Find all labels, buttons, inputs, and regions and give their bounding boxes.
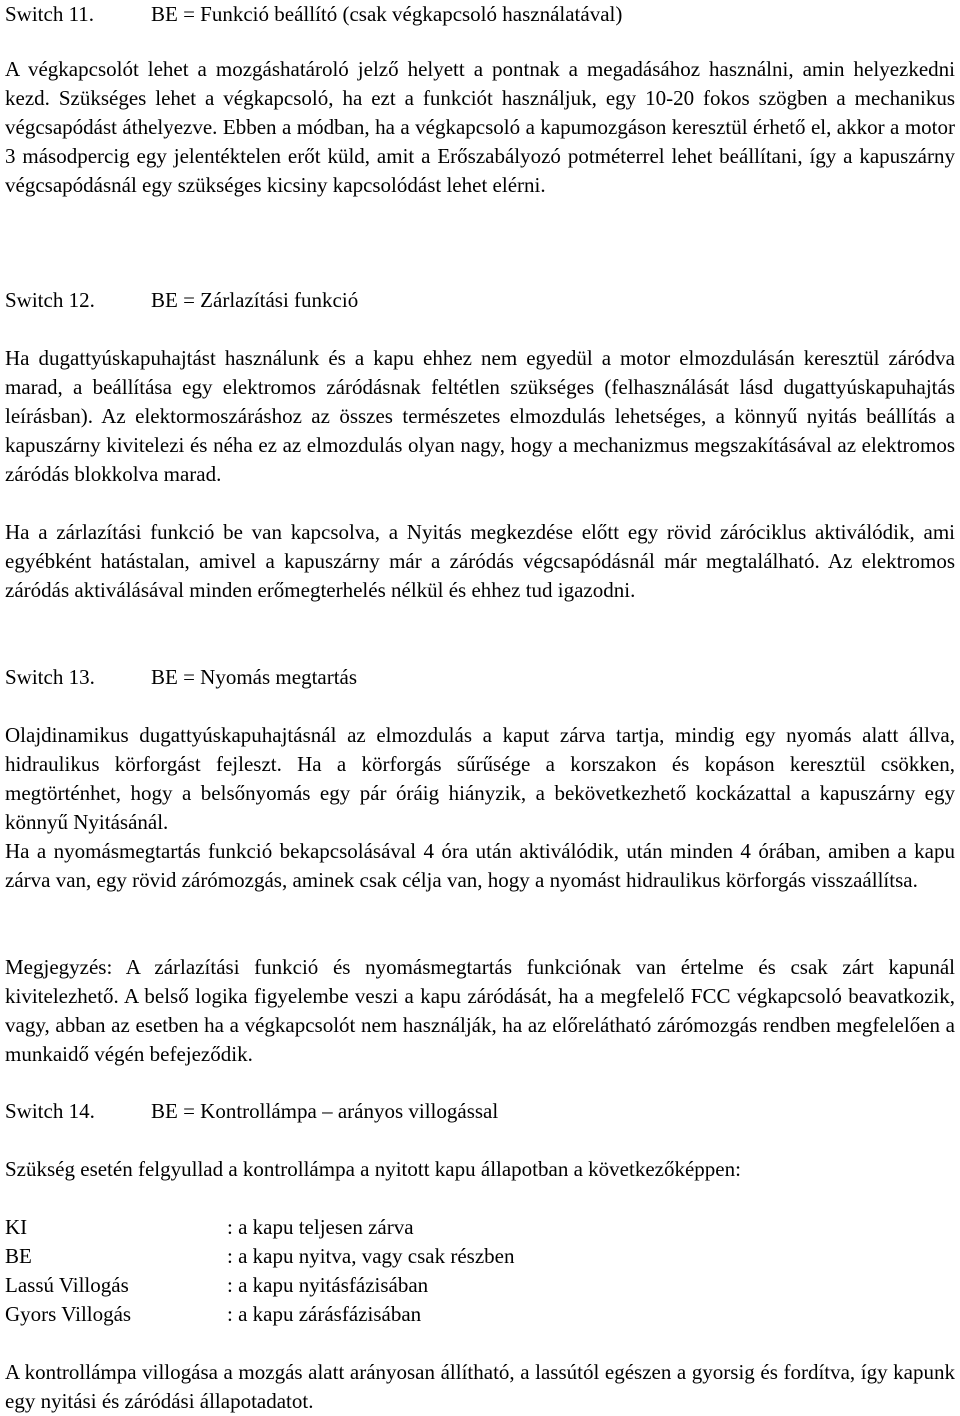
switch-14-title: BE = Kontrollámpa – arányos villogással [151,1099,499,1123]
status-label: BE [5,1244,32,1268]
switch-13-heading [5,663,955,692]
switch-14-number: Switch 14. [5,1099,95,1123]
note-paragraph: Megjegyzés: A zárlazítási funkció és nyomásmegtartás funkciónak van értelme és csak zárt kapunál kivitelezhető. A belső logika figyelembe veszi a kapu záródását, ha a megfelelő FCC végkapcsoló beavatkozik, vagy, abban az esetben ha a végkapcsolót nem használják, ha az előrelátható zárómozgás rendben megfelelően a munkaidő végén befejeződik. [5,955,955,1066]
status-label: KI [5,1215,28,1239]
switch-13-paragraph-2: Ha a nyomásmegtartás funkció bekapcsolásával 4 óra után aktiválódik, után minden 4 órában, amiben a kapu zárva van, egy rövid zárómozgás, aminek csak célja van, hogy a nyomást hidraulikus körforgás visszaállítsa. [5,839,955,892]
switch-11-number: Switch 11. [5,2,95,26]
status-description: : a kapu nyitva, vagy csak részben [227,1244,515,1268]
switch-13-title: BE = Nyomás megtartás [151,665,358,689]
status-label: Gyors Villogás [5,1302,132,1326]
switch-12-number: Switch 12. [5,288,95,312]
switch-14-intro: Szükség esetén felgyullad a kontrollámpa a nyitott kapu állapotban a következőképpen: [5,1157,741,1181]
switch-11-paragraph: A végkapcsolót lehet a mozgáshatároló jelző helyett a pontnak a megadásához használni, amin helyezkedni kezd. Szükséges lehet a végkapcsoló, ha ezt a funkciót használjuk, egy 10-20 fokos szögben a mechanikus végcsapódást áthelyezve. Ebben a módban, ha a végkapcsoló a kapumozgáson keresztül érhető el, akkor a motor 3 másodpercig egy jelentéktelen erőt küld, amit a Erőszabályozó potméterrel lehet beállítani, így a kapuszárny végcsapódásnál egy szükséges kicsiny kapcsolódást lehet elérni. [5,57,955,197]
lamp-status-list [5,1213,955,1329]
switch-13-paragraph-1: Olajdinamikus dugattyúskapuhajtásnál az elmozdulás a kaput zárva tartja, mindig egy nyomás alatt állva, hidraulikus körforgást fejleszt. Ha a körforgás sűrűsége a korszakon és kopáson keresztül csökken, megtörténhet, hogy a belsőnyomás egy pár óráig hiányzik, a bekövetkezhető kockázattal a kapuszárny egy könnyű Nyitásánál. [5,723,955,834]
switch-14-closing: A kontrollámpa villogása a mozgás alatt arányosan állítható, a lassútól egészen a gyorsig és fordítva, így kapunk egy nyitási és záródási állapotadatot. [5,1360,955,1413]
switch-14-heading [5,1097,955,1126]
switch-12-paragraph-1: Ha dugattyúskapuhajtást használunk és a kapu ehhez nem egyedül a motor elmozdulásán keresztül záródva marad, a beállítása egy elektromos záródásnak feltétlen szükséges (felhasználását lásd dugattyúskapuhajtás leírásban). Az elektormoszáráshoz az összes természetes elmozdulás lehetséges, a könnyű nyitás beállítás a kapuszárny kivitelezi és néha ez az elmozdulás olyan nagy, hogy a mechanizmus megszakításával az elektromos záródás blokkolva marad. [5,346,955,486]
switch-11-heading [5,0,955,29]
status-description: : a kapu teljesen zárva [227,1215,414,1239]
status-description: : a kapu zárásfázisában [227,1302,422,1326]
switch-12-heading [5,286,955,315]
switch-12-title: BE = Zárlazítási funkció [151,288,359,312]
switch-11-title: BE = Funkció beállító (csak végkapcsoló használatával) [151,2,623,26]
status-label: Lassú Villogás [5,1273,129,1297]
switch-13-number: Switch 13. [5,665,95,689]
switch-12-paragraph-2: Ha a zárlazítási funkció be van kapcsolva, a Nyitás megkezdése előtt egy rövid záróciklus aktiválódik, ami egyébként hatástalan, amivel a kapuszárny már a záródás végcsapódásnál már megtalálható. Az elektromos záródás aktiválásával minden erőmegterhelés nélkül és ehhez tud igazodni. [5,520,955,602]
status-description: : a kapu nyitásfázisában [227,1273,429,1297]
